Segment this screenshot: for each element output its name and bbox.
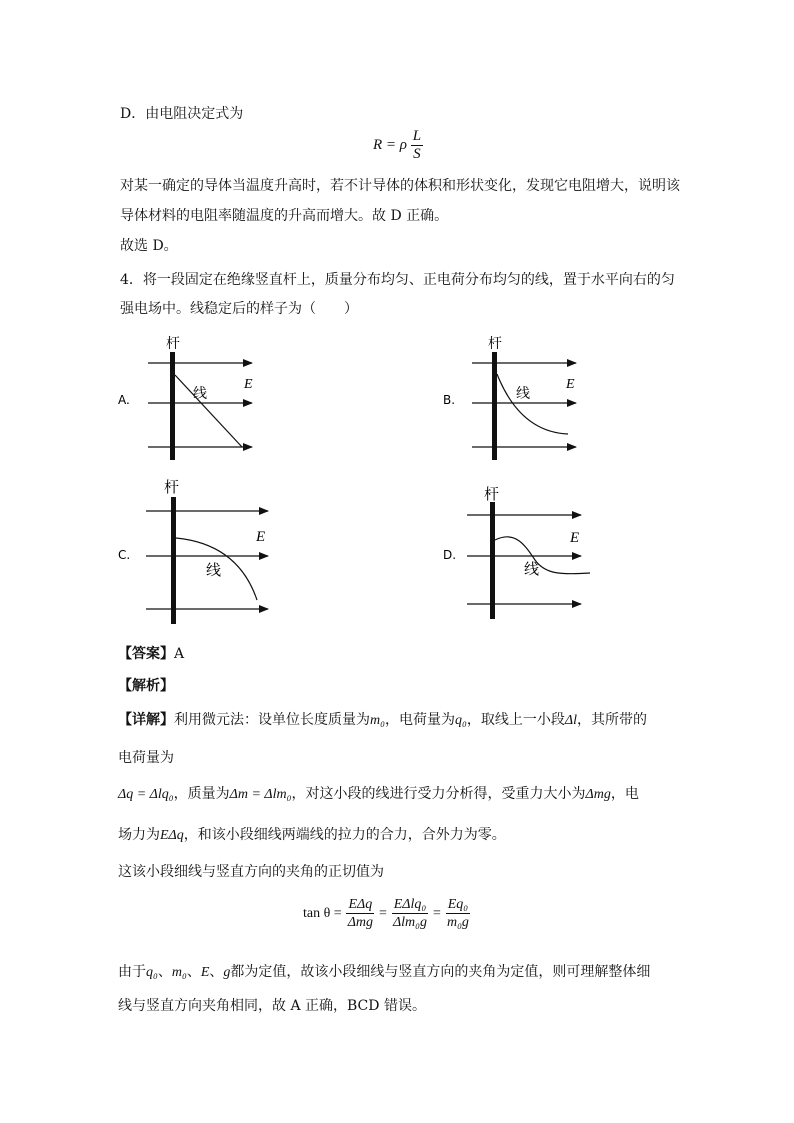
option-d-choice: 故选 D。 (120, 238, 178, 254)
question-line1: 4．将一段固定在绝缘竖直杆上，质量分布均匀、正电荷分布均匀的线，置于水平向右的匀 (120, 272, 675, 288)
answer (118, 644, 184, 664)
detail-line3 (118, 784, 639, 805)
detail-line4-a: 场力为 (118, 827, 160, 843)
line-label: 线 (206, 561, 222, 579)
rod (492, 352, 497, 460)
option-b-label: B. (443, 393, 456, 407)
line-label: 线 (524, 560, 540, 578)
rod (490, 502, 495, 619)
sep: 、 (157, 964, 172, 980)
fraction-2 (391, 896, 429, 931)
figure-a (118, 335, 253, 460)
conclusion-line1 (118, 962, 650, 983)
equals: = (379, 905, 387, 921)
detail-line1-b: ，电荷量为 (384, 712, 455, 728)
rod (170, 352, 175, 460)
concl-e: E (200, 965, 210, 980)
concl-g: g (223, 965, 231, 980)
formula-num: L (412, 128, 422, 144)
charged-line (175, 375, 242, 447)
tan-lhs: tan θ = (303, 905, 342, 921)
detail-edq: EΔq (160, 828, 184, 843)
field-label: E (256, 529, 266, 545)
detail-line1 (118, 710, 647, 731)
fraction-1-num: EΔq (348, 897, 373, 912)
detail-m0: m₀ (370, 713, 385, 728)
concl-m0: m₀ (171, 965, 187, 980)
conclusion-line2: 线与竖直方向夹角相同，故 A 正确，BCD 错误。 (118, 998, 426, 1014)
figure-b (443, 335, 576, 460)
fraction-1 (346, 896, 375, 931)
rod (171, 497, 176, 624)
formula-den: S (413, 146, 421, 162)
resistance-formula (373, 128, 423, 163)
fraction-2-num: EΔlq₀ (393, 897, 427, 912)
option-c-label: C. (118, 548, 131, 562)
option-d-para-line2: 导体材料的电阻率随温度的升高而增大。故 D 正确。 (120, 208, 449, 224)
tangent-formula (303, 896, 471, 931)
equals: = (433, 905, 441, 921)
concl-b: 都为定值，故该小段细线与竖直方向的夹角为定值，则可理解整体细 (230, 964, 651, 980)
rod-label: 杆 (166, 336, 180, 352)
formula-fraction (411, 128, 423, 163)
concl-a: 由于 (118, 964, 146, 980)
detail-mg: Δmg (585, 787, 611, 802)
detail-line2: 电荷量为 (118, 750, 174, 766)
detail-line4-b: ，和该小段细线两端线的拉力的合力，合外力为零。 (183, 827, 506, 843)
detail-dl: Δl (564, 713, 577, 728)
charged-line (497, 374, 568, 434)
detail-line1-a: 利用微元法：设单位长度质量为 (174, 712, 370, 728)
detail-line3-a: ，质量为 (173, 786, 230, 802)
rod-label: 杆 (488, 336, 502, 352)
answer-value: A (174, 646, 185, 662)
fraction-1-den: Δmg (347, 915, 374, 930)
detail-q0: q₀ (454, 713, 467, 728)
options-figures (0, 330, 794, 635)
detail-dm: Δm = Δlm₀ (229, 787, 292, 802)
answer-tag: 【答案】 (118, 646, 174, 662)
detail-line1-c: ，取线上一小段 (466, 712, 565, 728)
line-label: 线 (193, 386, 207, 402)
detail-line3-b: ，对这小段的线进行受力分析得，受重力大小为 (291, 786, 586, 802)
sep: 、 (209, 964, 224, 980)
detail-line5: 这该小段细线与竖直方向的夹角的正切值为 (118, 864, 384, 880)
fraction-2-den: Δlm₀g (392, 915, 428, 930)
detail-line4 (118, 825, 506, 846)
option-d-para-line1: 对某一确定的导体当温度升高时，若不计导体的体积和形状变化，发现它电阻增大，说明该 (120, 178, 680, 194)
rod-label: 杆 (164, 478, 180, 496)
option-d-label: D. (443, 548, 457, 562)
field-label: E (570, 530, 580, 546)
figure-c (118, 478, 268, 624)
concl-q0: q₀ (146, 965, 158, 980)
option-d-heading: D．由电阻决定式为 (120, 106, 244, 122)
fraction-3-den: m₀g (446, 915, 469, 930)
field-label: E (566, 377, 575, 392)
fraction-3-num: Eq₀ (447, 897, 469, 912)
figure-d (443, 485, 590, 619)
detail-line1-d: ，其所带的 (576, 712, 647, 728)
line-label: 线 (516, 386, 530, 402)
detail-dq: Δq = Δlq₀ (118, 787, 174, 802)
field-label: E (244, 377, 253, 392)
detail-line3-c: ，电 (610, 786, 639, 802)
option-a-label: A. (118, 393, 130, 407)
detail-tag: 【详解】 (118, 712, 174, 728)
question-line2: 强电场中。线稳定后的样子为（ ） (120, 301, 358, 317)
sep: 、 (186, 964, 201, 980)
rod-label: 杆 (484, 485, 500, 503)
formula-lhs: R = ρ (373, 136, 407, 153)
analysis-tag: 【解析】 (118, 678, 174, 694)
fraction-3 (445, 896, 471, 931)
